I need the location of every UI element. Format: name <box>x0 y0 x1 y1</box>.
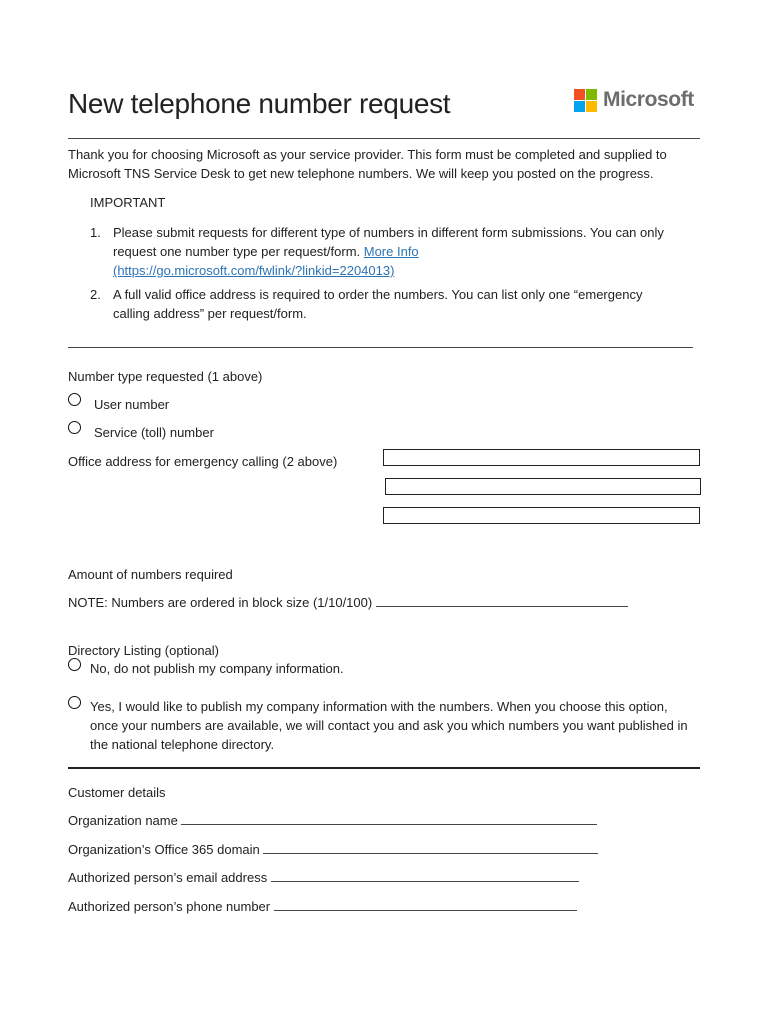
page-title: New telephone number request <box>68 88 451 119</box>
o365-domain-label: Organization’s Office 365 domain <box>68 842 260 857</box>
office-address-line-1[interactable] <box>383 449 700 466</box>
customer-heading: Customer details <box>68 785 166 800</box>
email-field <box>68 868 579 887</box>
important-item-2-text: A full valid office address is required to order the numbers. You can list only one “emergency calling address” per request/form. <box>113 287 643 321</box>
important-item-1-body: Please submit requests for different type of numbers in different form submissions. You can only request one number type per request/form. <box>113 225 664 259</box>
service-number-radio[interactable] <box>68 421 81 434</box>
email-input[interactable] <box>271 869 579 882</box>
list-number: 1. <box>90 225 101 240</box>
phone-label: Authorized person’s phone number <box>68 899 271 914</box>
office-address-label: Office address for emergency calling (2 above) <box>68 454 338 469</box>
microsoft-logo <box>574 88 694 112</box>
directory-heading: Directory Listing (optional) <box>68 643 220 658</box>
important-item-2 <box>90 285 680 323</box>
logo-square-blue <box>574 101 585 112</box>
more-info-link[interactable]: More Info <box>363 244 419 259</box>
email-label: Authorized person’s email address <box>68 870 268 885</box>
note-label: NOTE <box>68 595 105 610</box>
directory-no-label: No, do not publish my company information. <box>90 661 344 676</box>
logo-wordmark: Microsoft <box>603 88 694 111</box>
list-number: 2. <box>90 287 101 302</box>
org-name-input[interactable] <box>181 812 597 825</box>
amount-note <box>68 593 628 612</box>
office-address-line-2[interactable] <box>385 478 701 495</box>
logo-square-yellow <box>586 101 597 112</box>
microsoft-logo-icon <box>574 89 597 112</box>
logo-square-red <box>574 89 585 100</box>
office-address-line-3[interactable] <box>383 507 700 524</box>
amount-heading: Amount of numbers required <box>68 567 233 582</box>
important-item-1 <box>90 223 680 280</box>
user-number-option-label: User number <box>94 397 170 412</box>
number-type-label: Number type requested (1 above) <box>68 369 263 384</box>
more-info-url-link[interactable]: (https://go.microsoft.com/fwlink/?linkid=2204013) <box>113 263 395 278</box>
logo-square-green <box>586 89 597 100</box>
section-divider <box>68 347 693 348</box>
service-number-option-label: Service (toll) number <box>94 425 214 440</box>
header-divider <box>68 138 700 139</box>
important-item-1-text <box>113 223 680 280</box>
org-name-label: Organization name <box>68 813 178 828</box>
directory-no-radio[interactable] <box>68 658 81 671</box>
directory-yes-radio[interactable] <box>68 696 81 709</box>
org-name-field <box>68 811 597 830</box>
important-heading: IMPORTANT <box>90 195 166 210</box>
directory-yes-label: Yes, I would like to publish my company information with the numbers. When you choose this option, once your numbers are available, we will contact you and ask you which numbers you want published in the national telephone directory. <box>90 699 688 752</box>
amount-input[interactable] <box>376 594 628 607</box>
o365-domain-input[interactable] <box>263 841 598 854</box>
intro-paragraph: Thank you for choosing Microsoft as your service provider. This form must be completed and supplied to Microsoft TNS Service Desk to get new telephone numbers. We will keep you posted on the progress. <box>68 147 667 181</box>
phone-field <box>68 897 577 916</box>
o365-domain-field <box>68 840 598 859</box>
customer-divider <box>68 767 700 769</box>
user-number-radio[interactable] <box>68 393 81 406</box>
phone-input[interactable] <box>274 898 577 911</box>
note-text: : Numbers are ordered in block size (1/10/100) <box>104 595 373 610</box>
